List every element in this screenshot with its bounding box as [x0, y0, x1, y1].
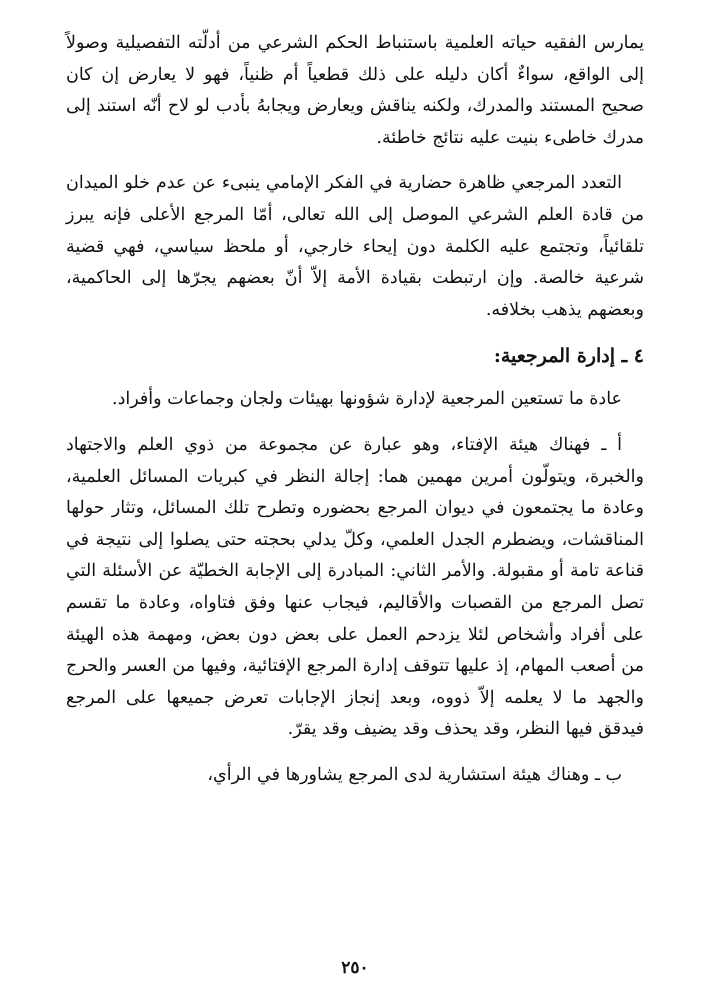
section-heading-marjaiya-management: ٤ ـ إدارة المرجعية: [493, 345, 644, 368]
paragraph-faqih-practice: يمارس الفقيه حياته العلمية باستنباط الحكم الشرعي من أدلّته التفصيلية وصولاً إلى الواقع، سواءٌ أكان دليله على ذلك قطعياً أم ظنياً، فهو لا يعارض إن كان صحيح المستند والمدرك، ولكنه يناقش ويعارض ويجابهُ بأدب لو لاح أنّه استند إلى مدرك خاطىء بنيت عليه نتائج خاطئة. [66, 33, 644, 148]
paragraph-marjaiya-plurality: التعدد المرجعي ظاهرة حضارية في الفكر الإمامي ينبىء عن عدم خلو الميدان من قادة العلم الشرعي الموصل إلى الله تعالى، أمّا المرجع الأعلى فإنه يبرز تلقائياً، وتجتمع عليه الكلمة دون إيحاء خارجي، أو ملحظ سياسي، فهي قضية شرعية خالصة. وإن ارتبطت بقيادة الأمة إلاّ أنّ بعضهم يجرّها إلى الحاكمية، وبعضهم يذهب بخلافه. [66, 173, 644, 320]
paragraph-advisory-committee: ب ـ وهناك هيئة استشارية لدى المرجع يشاورها في الرأي، [207, 764, 622, 785]
page-number: ٢٥٠ [341, 958, 369, 978]
paragraph-ifta-committee: أ ـ فهناك هيئة الإفتاء، وهو عبارة عن مجموعة من ذوي العلم والاجتهاد والخبرة، ويتولّون أمرين مهمين هما: إجالة النظر في كبريات المسائل العلمية، وعادة ما يجتمعون في ديوان المرجع بحضوره وتطرح تلك المسائل، وتثار حولها المناقشات، ويضطرم الجدل العلمي، وكلّ يدلي بحجته حتى يصلوا إلى نتيجة في قناعة تامة أو مقبولة. والأمر الثاني: المبادرة إلى الإجابة الخطيّة عن الأسئلة التي تصل المرجع من القصبات والأقاليم، فيجاب عنها وفق فتاواه، وعادة ما تقسم على أفراد وأشخاص لئلا يزدحم العمل على بعض دون بعض، ومهمة هذه الهيئة من أصعب المهام، إذ عليها تتوقف إدارة المرجع الإفتائية، وفيها من العسر والحرج والجهد ما لا يعلمه إلاّ ذووه، وبعد إنجاز الإجابات تعرض جميعها على المرجع فيدقق فيها النظر، وقد يحذف وقد يضيف وقد يقرّ. [66, 434, 644, 740]
paragraph-management-intro: عادة ما تستعين المرجعية لإدارة شؤونها بهيئات ولجان وجماعات وأفراد. [112, 389, 622, 410]
book-page [66, 28, 644, 791]
